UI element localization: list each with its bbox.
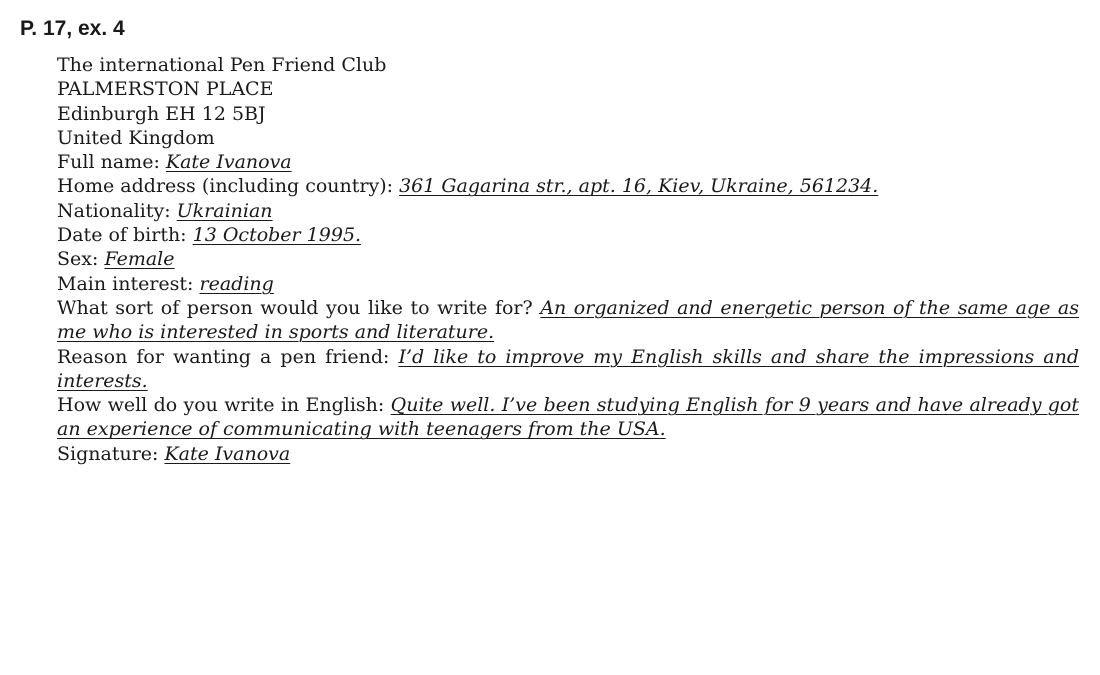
sex-answer: Female — [104, 248, 175, 271]
reason-label: Reason for wanting a pen friend: — [57, 345, 390, 368]
sex-label: Sex: — [57, 248, 99, 271]
main-interest-field — [57, 272, 1079, 296]
full-name-answer: Kate Ivanova — [165, 151, 292, 174]
home-address-label: Home address (including country): — [57, 175, 394, 198]
club-street: PALMERSTON PLACE — [57, 78, 274, 101]
sex-field — [57, 247, 1079, 271]
home-address-answer: 361 Gagarina str., apt. 16, Kiev, Ukraine, 561234. — [399, 175, 879, 198]
english-level-answer: Quite well. I’ve been studying English for 9 years and have already got an experience of communicating with teenagers from the USA. — [57, 394, 1079, 441]
club-name: The international Pen Friend Club — [57, 54, 387, 76]
nationality-field — [57, 199, 1079, 223]
nationality-label: Nationality: — [57, 199, 171, 222]
person-type-field — [57, 296, 1079, 345]
date-of-birth-field — [57, 223, 1079, 247]
english-level-label: How well do you write in English: — [57, 394, 385, 417]
exercise-heading: P. 17, ex. 4 — [20, 17, 125, 40]
main-interest-answer: reading — [199, 272, 274, 295]
signature-label: Signature: — [57, 442, 159, 465]
english-level-field — [57, 393, 1079, 442]
main-interest-label: Main interest: — [57, 272, 194, 295]
club-city: Edinburgh EH 12 5BJ — [57, 102, 266, 125]
pen-friend-form — [57, 53, 1079, 466]
signature-answer: Kate Ivanova — [164, 442, 291, 465]
person-type-answer: An organized and energetic person of the same age as me who is interested in sports and literature. — [57, 296, 1079, 344]
reason-answer: I’d like to improve my English skills and share the impressions and interests. — [57, 345, 1080, 392]
full-name-field — [57, 150, 1079, 174]
home-address-field — [57, 174, 1079, 198]
date-of-birth-label: Date of birth: — [57, 224, 187, 247]
date-of-birth-answer: 13 October 1995. — [192, 224, 362, 247]
reason-field — [57, 345, 1079, 394]
nationality-answer: Ukrainian — [176, 199, 273, 222]
full-name-label: Full name: — [57, 151, 160, 174]
club-country: United Kingdom — [57, 126, 215, 149]
signature-field — [57, 442, 1079, 466]
person-type-label: What sort of person would you like to write for? — [57, 296, 533, 319]
